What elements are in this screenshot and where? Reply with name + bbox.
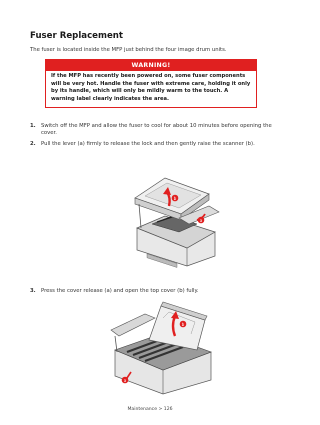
callout-a-label: a — [199, 217, 203, 223]
step-text: Press the cover release (a) and open the top cover (b) fully. — [41, 288, 199, 294]
mfp-scanner-raised-illustration — [117, 158, 222, 268]
step-number: 1. — [30, 123, 36, 129]
step-text: Pull the lever (a) firmly to release the lock and then gently raise the scanner (b). — [41, 141, 255, 147]
callout-b-label: b — [173, 195, 177, 201]
callout-b-label: b — [181, 321, 185, 327]
warning-heading: WARNING! — [46, 60, 256, 71]
step-number: 2. — [30, 141, 36, 147]
top-cover-open-illustration — [105, 300, 220, 395]
callout-a-label: a — [123, 377, 127, 383]
page-footer: Maintenance > 126 — [127, 407, 173, 412]
warning-box — [45, 59, 257, 108]
step-text: Switch off the MFP and allow the fuser to cool for about 10 minutes before opening the cover. — [41, 123, 272, 136]
intro-text: The fuser is located inside the MFP just behind the four image drum units. — [30, 47, 227, 53]
step-number: 3. — [30, 288, 36, 294]
warning-text: If the MFP has recently been powered on, some fuser components will be very hot. Handle the fuser with extreme care, holding it only by its handle, which will only be mildly warm to the touch. A warning label clearly indicates the area. — [51, 73, 251, 102]
section-title: Fuser Replacement — [30, 31, 124, 41]
